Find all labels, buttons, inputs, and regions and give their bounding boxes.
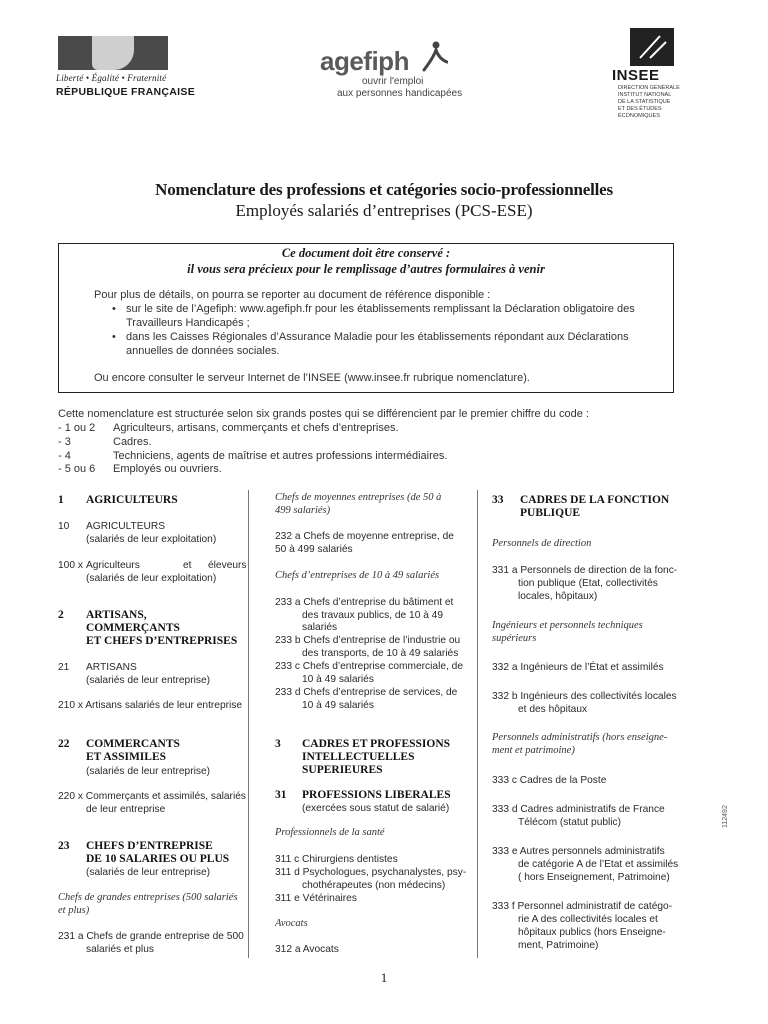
- item-line: 232 a Chefs de moyenne entreprise, de: [275, 531, 454, 542]
- insee-subtitle: [618, 85, 680, 120]
- item-line: 220 x Commerçants et assimilés, salariés: [58, 791, 246, 802]
- insee-emblem: [630, 28, 674, 66]
- bullet-icon: •: [112, 331, 116, 343]
- item-line: 311 e Vétérinaires: [275, 893, 357, 904]
- intro-label: Cadres.: [113, 436, 152, 448]
- group-heading: CHEFS D’ENTREPRISE: [86, 840, 213, 852]
- group-heading: PROFESSIONS LIBERALES: [302, 789, 451, 801]
- item-code: 100 x: [58, 560, 83, 571]
- marianne-profile-icon: [92, 36, 134, 70]
- item-word: Agriculteurs: [86, 560, 140, 571]
- insee-sub-line: ET DES ÉTUDES: [618, 106, 662, 112]
- insee-sub-line: ÉCONOMIQUES: [618, 113, 660, 119]
- intro-label: Employés ou ouvriers.: [113, 463, 222, 475]
- item-line: 331 a Personnels de direction de la fonc-: [492, 565, 678, 576]
- group-code: 21: [58, 662, 70, 673]
- item-line: 312 a Avocats: [275, 944, 339, 955]
- section-heading: CADRES ET PROFESSIONS: [302, 738, 451, 750]
- subgroup-title: Chefs d’entreprises de 10 à 49 salariés: [275, 570, 440, 581]
- notice-heading-1: Ce document doit être conservé :: [281, 246, 451, 260]
- section-code: 2: [58, 609, 64, 621]
- intro-label: Agriculteurs, artisans, commerçants et chefs d’entreprises.: [113, 422, 399, 434]
- agefiph-tagline-2: aux personnes handicapées: [337, 88, 463, 99]
- item-line: 333 f Personnel administratif de catégo-: [492, 901, 673, 912]
- group-heading: COMMERCANTS: [86, 738, 180, 750]
- notice-details: Pour plus de détails, on pourra se reporter au document de référence disponible :: [94, 289, 491, 301]
- section-heading: SUPERIEURES: [302, 764, 383, 776]
- insee-sub-line: DIRECTION GÉNÉRALE: [618, 85, 680, 91]
- group-heading: CADRES DE LA FONCTION: [520, 494, 670, 506]
- notice-heading-2: il vous sera précieux pour le remplissage d’autres formulaires à venir: [187, 262, 545, 276]
- group-sub: (exercées sous statut de salarié): [302, 803, 450, 814]
- subgroup-title: Personnels de direction: [492, 538, 592, 549]
- group-code: 23: [58, 840, 70, 852]
- item-line: 10 à 49 salariés: [302, 674, 374, 685]
- item-sub: (salariés de leur exploitation): [86, 573, 217, 584]
- agefiph-figure-icon: [420, 40, 448, 76]
- group-code: 10: [58, 521, 70, 532]
- item-line: tion publique (Etat, collectivités: [518, 578, 658, 589]
- item-line: hôpitaux publics (hors Enseigne-: [518, 927, 666, 938]
- item-line: locales, hôpitaux): [518, 591, 598, 602]
- agefiph-logo-text: agefiph: [320, 46, 409, 76]
- group-code: 33: [492, 494, 504, 506]
- section-code: 1: [58, 494, 64, 506]
- intro-code: - 3: [58, 436, 71, 448]
- bullet-icon: •: [112, 303, 116, 315]
- item-line: et des hôpitaux: [518, 704, 588, 715]
- subgroup-title: Avocats: [275, 918, 308, 929]
- side-code: 112492: [722, 805, 729, 828]
- section-code: 3: [275, 738, 281, 750]
- republique-francaise-logo: [58, 36, 168, 70]
- insee-sub-line: INSTITUT NATIONAL: [618, 92, 672, 98]
- item-line: ment, Patrimoine): [518, 940, 599, 951]
- document-title: Nomenclature des professions et catégories socio-professionnelles: [155, 180, 613, 199]
- rf-name: RÉPUBLIQUE FRANÇAISE: [56, 86, 196, 98]
- group-sub: (salariés de leur entreprise): [86, 675, 211, 686]
- item-line: des travaux publics, de 10 à 49: [302, 610, 444, 621]
- item-line: 10 à 49 salariés: [302, 700, 374, 711]
- item-line: 333 d Cadres administratifs de France: [492, 804, 665, 815]
- item-line: de leur entreprise: [86, 804, 166, 815]
- item-line: 210 x Artisans salariés de leur entreprise: [58, 700, 243, 711]
- intro-text: Cette nomenclature est structurée selon six grands postes qui se différencient par le premier chiffre du code :: [58, 408, 589, 420]
- item-line: salariés et plus: [86, 944, 154, 955]
- page-number: 1: [380, 970, 388, 985]
- group-label: AGRICULTEURS: [86, 521, 166, 532]
- subgroup-title: Chefs de moyennes entreprises (de 50 à: [275, 492, 442, 503]
- item-line: 311 c Chirurgiens dentistes: [275, 854, 398, 865]
- item-line: de catégorie A de l’Etat et assimilés: [518, 859, 679, 870]
- item-line: 233 b Chefs d’entreprise de l’industrie ou: [275, 635, 461, 646]
- subgroup-title: 499 salariés): [275, 505, 331, 516]
- item-line: 233 d Chefs d’entreprise de services, de: [275, 687, 458, 698]
- subgroup-title: Professionnels de la santé: [275, 827, 385, 838]
- section-heading: COMMERÇANTS: [86, 622, 180, 634]
- column-divider: [248, 490, 249, 958]
- item-line: rie A des collectivités locales et: [518, 914, 658, 925]
- intro-label: Techniciens, agents de maîtrise et autres professions intermédiaires.: [113, 450, 448, 462]
- group-heading: DE 10 SALARIES OU PLUS: [86, 853, 230, 865]
- notice-bullet-1a: sur le site de l’Agefiph: www.agefiph.fr pour les établissements remplissant la Déclaration obligatoire des: [126, 303, 635, 315]
- document-subtitle: Employés salariés d’entreprises (PCS-ESE): [235, 201, 533, 220]
- group-heading: PUBLIQUE: [520, 507, 581, 519]
- item-line: 333 e Autres personnels administratifs: [492, 846, 665, 857]
- item-line: 231 a Chefs de grande entreprise de 500: [58, 931, 244, 942]
- insee-sub-line: DE LA STATISTIQUE: [618, 99, 671, 105]
- group-code: 22: [58, 738, 70, 750]
- item-word: et: [183, 560, 192, 571]
- agefiph-tagline-1: ouvrir l'emploi: [362, 76, 424, 87]
- item-word: éleveurs: [208, 560, 247, 571]
- item-line: chothérapeutes (non médecins): [302, 880, 446, 891]
- item-line: 311 d Psychologues, psychanalystes, psy-: [275, 867, 467, 878]
- subgroup-title: Chefs de grandes entreprises (500 salariés: [58, 892, 238, 903]
- notice-bullet-2b: annuelles de données sociales.: [126, 345, 280, 357]
- insee-logo-text: INSEE: [612, 67, 660, 84]
- item-line: salariés: [302, 622, 338, 633]
- intro-code: - 5 ou 6: [58, 463, 96, 475]
- item-line: Télécom (statut public): [518, 817, 622, 828]
- item-line: 332 a Ingénieurs de l’État et assimilés: [492, 662, 664, 673]
- section-heading: AGRICULTEURS: [86, 494, 178, 506]
- group-code: 31: [275, 789, 287, 801]
- column-divider: [477, 490, 478, 958]
- notice-bullet-2a: dans les Caisses Régionales d’Assurance Maladie pour les établissements répondant aux Déclarations: [126, 331, 629, 343]
- section-heading: ARTISANS,: [86, 609, 147, 621]
- section-heading: ET CHEFS D’ENTREPRISES: [86, 635, 238, 647]
- section-heading: INTELLECTUELLES: [302, 751, 415, 763]
- item-line: 332 b Ingénieurs des collectivités locales: [492, 691, 677, 702]
- item-line: 50 à 499 salariés: [275, 544, 353, 555]
- group-heading: ET ASSIMILES: [86, 751, 167, 763]
- subgroup-title: et plus): [58, 905, 90, 916]
- group-label: ARTISANS: [86, 662, 137, 673]
- group-sub: (salariés de leur entreprise): [86, 766, 211, 777]
- intro-code: - 4: [58, 450, 71, 462]
- group-sub: (salariés de leur entreprise): [86, 867, 211, 878]
- item-line: 233 c Chefs d’entreprise commerciale, de: [275, 661, 463, 672]
- item-line: ( hors Enseignement, Patrimoine): [518, 872, 670, 883]
- subgroup-title: Ingénieurs et personnels techniques: [492, 620, 643, 631]
- item-line: des transports, de 10 à 49 salariés: [302, 648, 459, 659]
- subgroup-title: Personnels administratifs (hors enseigne-: [492, 732, 668, 743]
- rf-motto: Liberté • Égalité • Fraternité: [56, 73, 167, 83]
- item-line: 233 a Chefs d’entreprise du bâtiment et: [275, 597, 454, 608]
- group-sub: (salariés de leur exploitation): [86, 534, 217, 545]
- intro-code: - 1 ou 2: [58, 422, 96, 434]
- insee-emblem-icon: [630, 28, 674, 66]
- subgroup-title: supérieurs: [492, 633, 537, 644]
- item-line: 333 c Cadres de la Poste: [492, 775, 607, 786]
- notice-footer: Ou encore consulter le serveur Internet de l’INSEE (www.insee.fr rubrique nomenclature).: [94, 372, 530, 384]
- notice-bullet-1b: Travailleurs Handicapés ;: [126, 317, 250, 329]
- subgroup-title: ment et patrimoine): [492, 745, 575, 756]
